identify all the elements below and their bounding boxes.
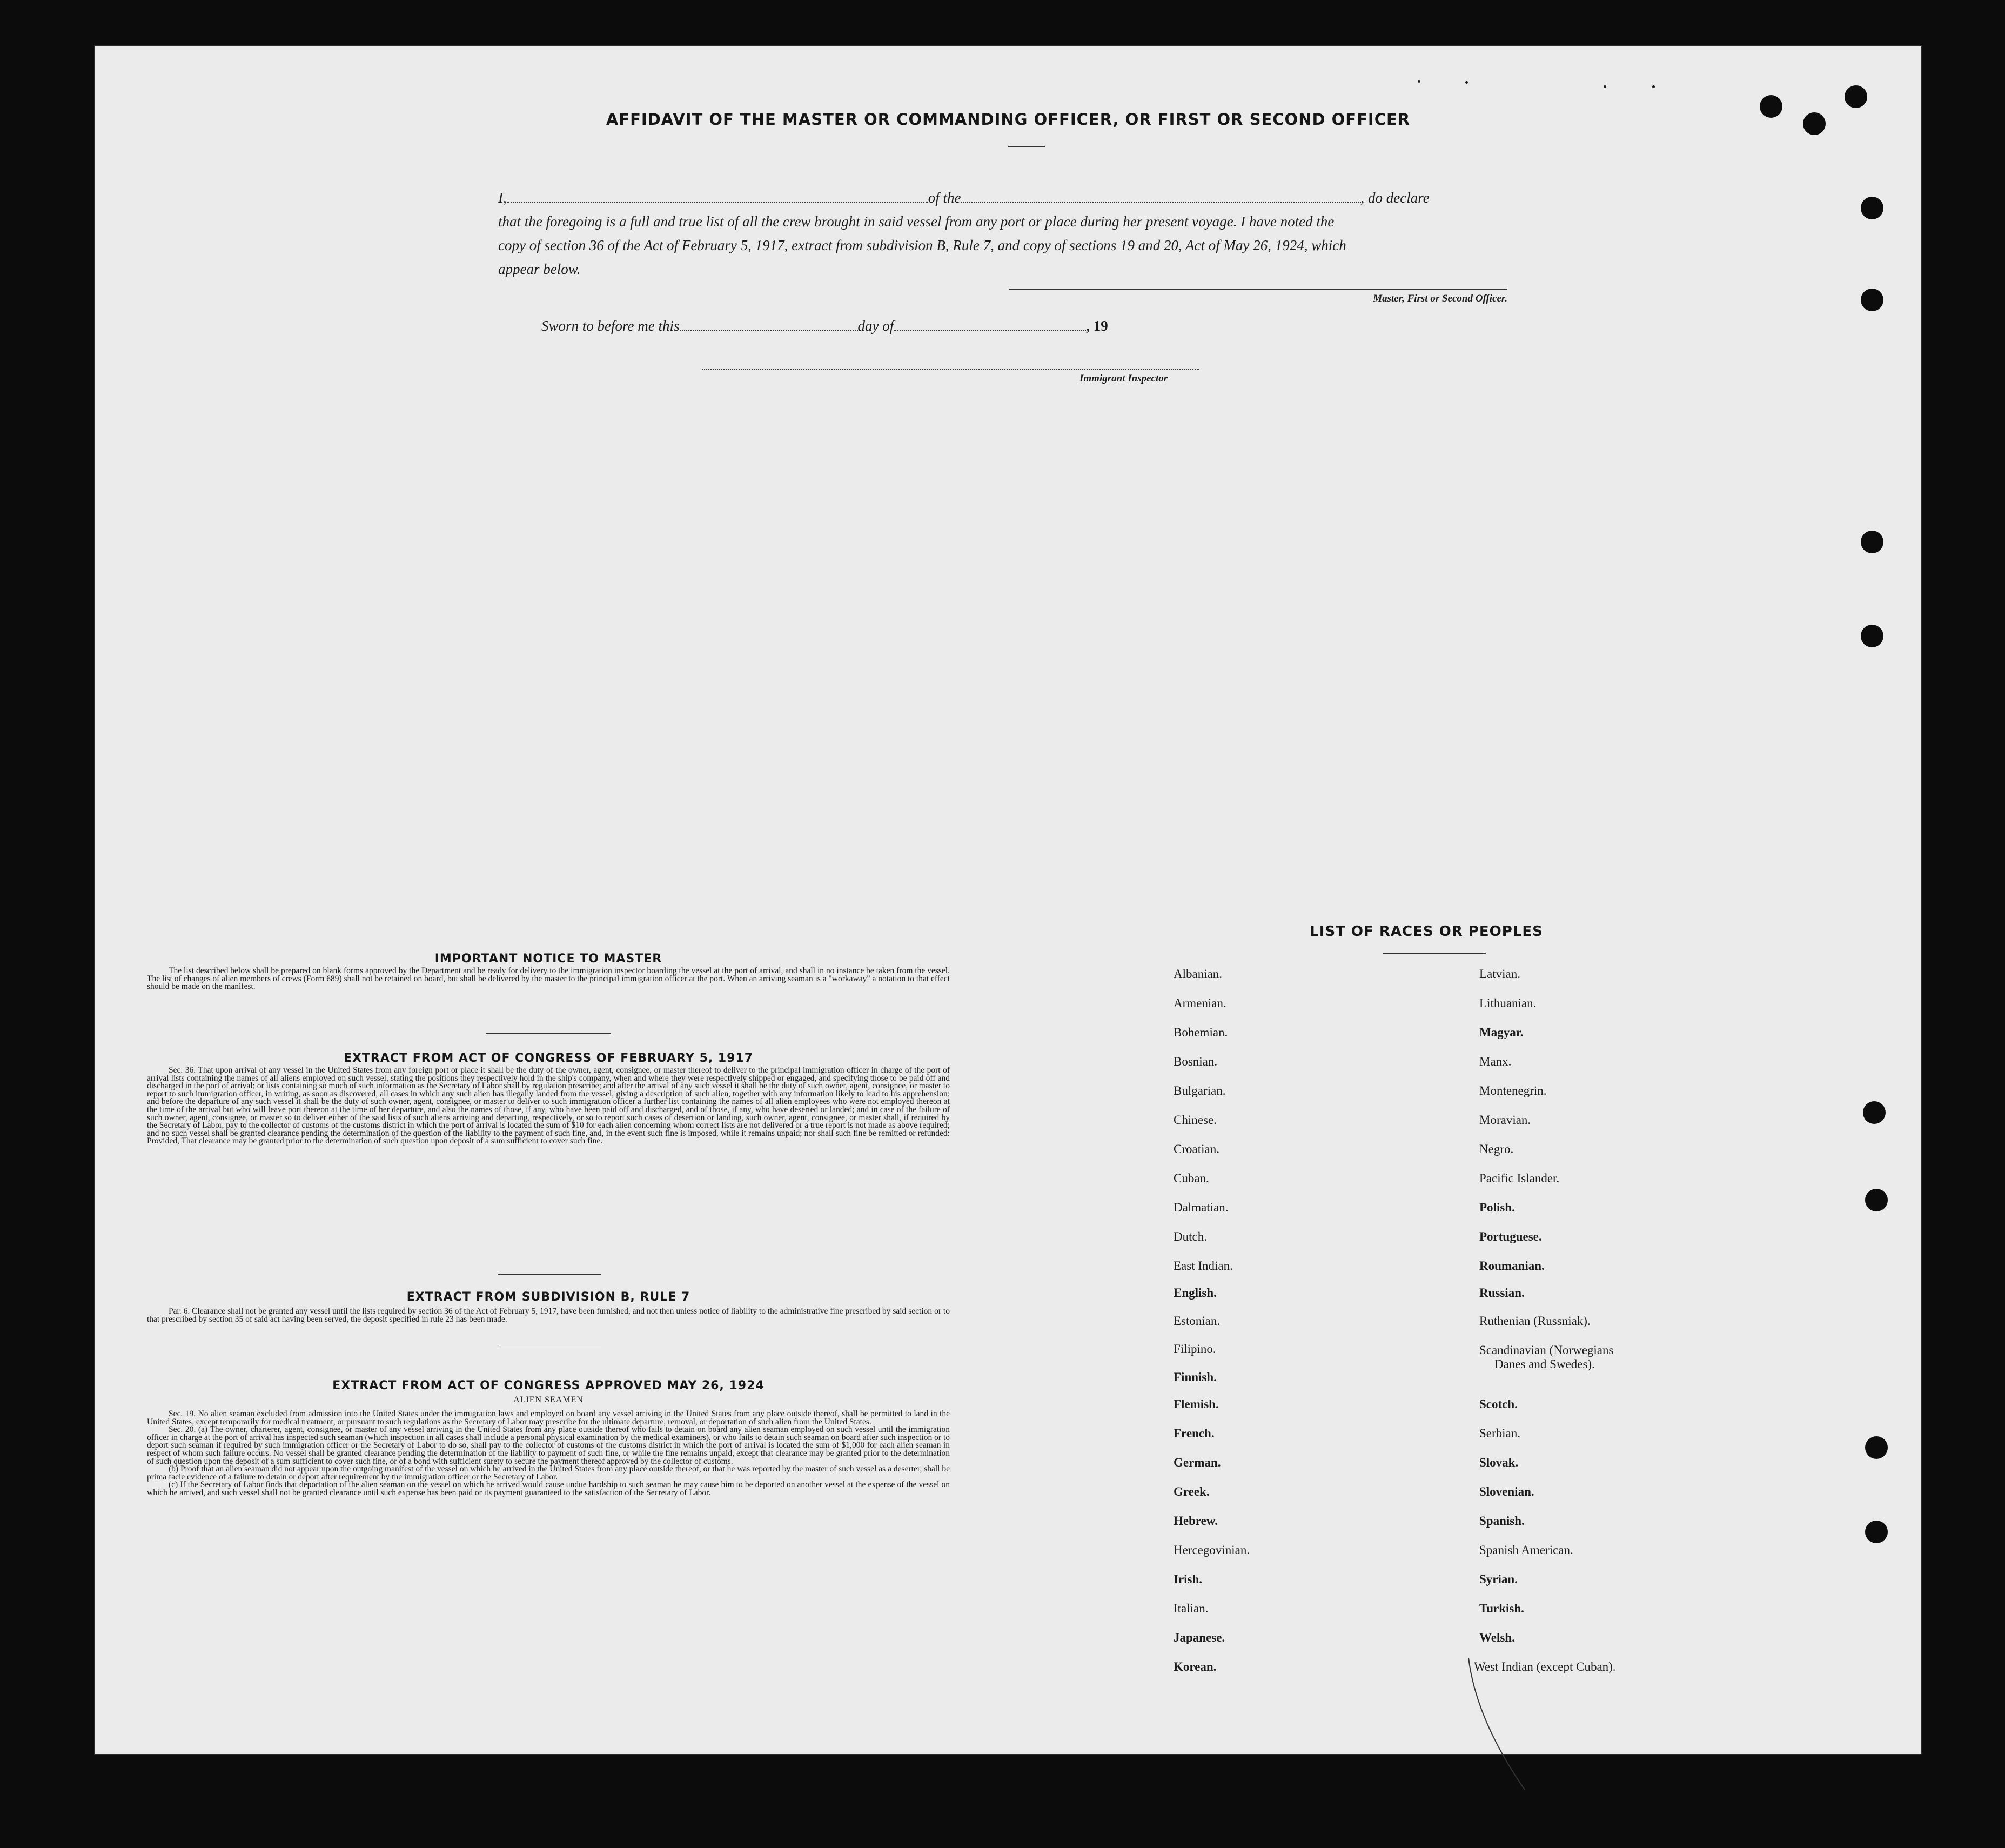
inspector-signature-line[interactable] bbox=[702, 369, 1199, 370]
race-left: Flemish. bbox=[1174, 1397, 1219, 1411]
punch-hole bbox=[1861, 289, 1883, 311]
sec-36-paragraph: Sec. 36. That upon arrival of any vessel in the United States from any foreign port or place it shall be the duty of the owner, agent, consignee, or master thereof to deliver to the principal immigration officer in charge of the port of arrival lists containing the names of all aliens employed on such vessel, stating the positions they respectively hold in the ship's company, when and where they were respectively shipped or engaged, and specifying those to be paid off and discharged in the port of arrival; or lists containing so much of such information as the Secretary of Labor shall by regulation prescribe; and after the arrival of any such vessel it shall be the duty of such owner, agent, consignee, or master to report to such immigration officer, in writing, as soon as discovered, all cases in which any such alien has illegally landed from the vessel, giving a description of such alien, together with any information likely to lead to his apprehension; and before the departure of any such vessel it shall be the duty of such owner, agent, consignee, or master to deliver to such immigration officer a further list containing the names of all alien employees who were not employed thereon at the time of the arrival but who will leave port thereon at the time of her departure, and also the names of those, if any, who have been paid off and discharged, and of those, if any, who have deserted or landed; and in case of the failure of such owner, agent, consignee, or master so to deliver either of the said lists of such aliens arriving and departing, respectively, or so to report such cases of desertion or landing, such owner, agent, consignee, or master shall, if required by the Secretary of Labor, pay to the collector of customs of the customs district in which the port of arrival is located the sum of $10 for each alien concerning whom correct lists are not delivered or a true report is not made as above required; and no such vessel shall be granted clearance pending the determination of the question of the liability to the payment of such fine, and, in the event such fine is imposed, while it remains unpaid; nor shall such fine be remitted or refunded: Provided, That clearance may be granted prior to the determination of such question upon deposit of a sum sufficient to cover such fine. bbox=[147, 1066, 950, 1146]
section-divider bbox=[498, 1274, 601, 1275]
race-left: Chinese. bbox=[1174, 1113, 1217, 1127]
race-left: French. bbox=[1174, 1427, 1215, 1440]
race-right: Slovak. bbox=[1479, 1456, 1519, 1469]
race-right: Turkish. bbox=[1479, 1602, 1524, 1615]
master-signature-label: Master, First or Second Officer. bbox=[1373, 293, 1507, 304]
race-right: Polish. bbox=[1479, 1201, 1515, 1214]
race-right: Latvian. bbox=[1479, 967, 1520, 981]
master-signature-line[interactable] bbox=[1009, 289, 1507, 290]
races-title: LIST OF RACES OR PEOPLES bbox=[1310, 923, 1543, 940]
punch-hole bbox=[1861, 531, 1883, 553]
par-6-paragraph: Par. 6. Clearance shall not be granted any vessel until the lists required by section 36 of the Act of February 5, 1917, have been furnished, and not then unless notice of liability to the administrative fine prescribed by said section or to that prescribed by section 35 of said act having been served, the deposit specified in rule 23 has been made. bbox=[147, 1307, 950, 1324]
race-right: Ruthenian (Russniak). bbox=[1479, 1314, 1591, 1328]
race-left: Bosnian. bbox=[1174, 1055, 1218, 1068]
vessel-blank[interactable] bbox=[961, 189, 1361, 203]
race-right: Pacific Islander. bbox=[1479, 1171, 1560, 1185]
punch-hole bbox=[1863, 1101, 1886, 1124]
race-right: West Indian (except Cuban). bbox=[1474, 1660, 1616, 1673]
race-right: Syrian. bbox=[1479, 1572, 1518, 1586]
extract-rule7-text bbox=[147, 1308, 950, 1323]
document-page bbox=[95, 46, 1921, 1754]
notice-title: IMPORTANT NOTICE TO MASTER bbox=[434, 952, 662, 966]
race-left: English. bbox=[1174, 1286, 1217, 1300]
sworn-year: , 19 bbox=[1086, 318, 1108, 334]
punch-hole bbox=[1865, 1521, 1888, 1543]
race-right: Serbian. bbox=[1479, 1427, 1521, 1440]
declaration-text bbox=[498, 186, 1573, 281]
race-right: Spanish. bbox=[1479, 1514, 1525, 1528]
race-left: Finnish. bbox=[1174, 1370, 1217, 1384]
race-left: Korean. bbox=[1174, 1660, 1217, 1673]
declaration-do-declare: , do declare bbox=[1360, 190, 1430, 206]
race-left: Dalmatian. bbox=[1174, 1201, 1229, 1214]
race-right: Portuguese. bbox=[1479, 1230, 1542, 1243]
sworn-day-blank[interactable] bbox=[680, 318, 858, 331]
extract-rule7-title: EXTRACT FROM SUBDIVISION B, RULE 7 bbox=[406, 1290, 690, 1304]
race-left: Cuban. bbox=[1174, 1171, 1209, 1185]
sec-19-paragraph: Sec. 19. No alien seaman excluded from admission into the United States under the immigration laws and employed on board any vessel arriving in the United States from any place outside thereof, shall be permitted to land in the United States, except temporarily for medical treatment, or pursuant to such regulations as the Secretary of Labor may prescribe for the ultimate departure, removal, or deportation of such alien from the United States. bbox=[147, 1409, 950, 1427]
race-left: Dutch. bbox=[1174, 1230, 1207, 1243]
race-right: Welsh. bbox=[1479, 1631, 1515, 1644]
pencil-mark bbox=[1465, 1655, 1530, 1795]
race-right: Danes and Swedes). bbox=[1494, 1357, 1595, 1371]
declaration-i: I, bbox=[498, 190, 507, 206]
race-right: Roumanian. bbox=[1479, 1259, 1545, 1273]
sec-20c-paragraph: (c) If the Secretary of Labor finds that deportation of the alien seaman on the vessel on which he arrived would cause undue hardship to such seaman he may cause him to be deported on another vessel at the expense of the vessel on which he arrived, and such vessel shall not be granted clearance until such expense has been paid or its payment guaranteed to the satisfaction of the Secretary of Labor. bbox=[147, 1480, 950, 1497]
race-right: Negro. bbox=[1479, 1142, 1514, 1156]
sworn-line bbox=[541, 318, 1108, 334]
declaration-of-the: of the bbox=[928, 190, 961, 206]
declaration-line-4: appear below. bbox=[498, 261, 581, 277]
race-left: Estonian. bbox=[1174, 1314, 1221, 1328]
ink-speck bbox=[1604, 85, 1606, 88]
race-left: Hebrew. bbox=[1174, 1514, 1218, 1528]
extract-1917-title: EXTRACT FROM ACT OF CONGRESS OF FEBRUARY 5, 1917 bbox=[343, 1052, 754, 1065]
race-right: Scandinavian (Norwegians bbox=[1479, 1343, 1614, 1357]
race-left: Japanese. bbox=[1174, 1631, 1225, 1644]
title-underline bbox=[1008, 146, 1045, 147]
extract-1917-text bbox=[147, 1067, 950, 1146]
race-left: Italian. bbox=[1174, 1602, 1209, 1615]
race-right: Lithuanian. bbox=[1479, 996, 1537, 1010]
race-left: Bohemian. bbox=[1174, 1026, 1228, 1039]
race-left: German. bbox=[1174, 1456, 1221, 1469]
punch-hole bbox=[1865, 1436, 1888, 1459]
race-right: Russian. bbox=[1479, 1286, 1525, 1300]
race-right: Magyar. bbox=[1479, 1026, 1524, 1039]
ink-speck bbox=[1465, 81, 1468, 84]
punch-hole bbox=[1845, 85, 1867, 108]
race-left: Albanian. bbox=[1174, 967, 1223, 981]
race-left: Croatian. bbox=[1174, 1142, 1219, 1156]
sec-20a-paragraph: Sec. 20. (a) The owner, charterer, agent, consignee, or master of any vessel arriving in the United States from any place outside thereof who fails to detain on board any alien seaman employed on such vessel until the immigration officer in charge at the port of arrival has inspected such seaman (which inspection in all cases shall include a personal physical examination by the medical examiners), or who fails to detain such seaman on board after such inspection or to deport such seaman if required by such immigration officer or the Secretary of Labor to do so, shall pay to the collector of customs of the customs district in which the port of arrival is located the sum of $1,000 for each alien seaman in respect of whom such failure occurs. No vessel shall be granted clearance pending the determination of the liability to payment of such fine, or while the fine remains unpaid, except that clearance may be granted prior to the determination of such question upon the deposit of a sum sufficient to cover such fine, or of a bond with sufficient surety to secure the payment thereof approved by the collector of customs. bbox=[147, 1425, 950, 1466]
notice-text bbox=[147, 967, 950, 991]
ink-speck bbox=[1652, 85, 1655, 88]
race-right: Spanish American. bbox=[1479, 1543, 1573, 1557]
race-left: Hercegovinian. bbox=[1174, 1543, 1250, 1557]
race-left: Armenian. bbox=[1174, 996, 1226, 1010]
race-left: Bulgarian. bbox=[1174, 1084, 1226, 1097]
race-left: Greek. bbox=[1174, 1485, 1210, 1498]
alien-seamen-subtitle: ALIEN SEAMEN bbox=[513, 1395, 584, 1404]
sworn-day-of: day of bbox=[857, 318, 894, 334]
race-left: Filipino. bbox=[1174, 1342, 1216, 1356]
name-blank[interactable] bbox=[507, 189, 928, 203]
race-right: Montenegrin. bbox=[1479, 1084, 1547, 1097]
race-left: East Indian. bbox=[1174, 1259, 1233, 1273]
declaration-line-1 bbox=[498, 186, 1573, 210]
extract-1924-title: EXTRACT FROM ACT OF CONGRESS APPROVED MAY 26, 1924 bbox=[332, 1379, 765, 1392]
punch-hole bbox=[1865, 1189, 1888, 1211]
race-right: Slovenian. bbox=[1479, 1485, 1534, 1498]
sworn-prefix: Sworn to before me this bbox=[541, 318, 680, 334]
extract-1924-text bbox=[147, 1410, 950, 1497]
section-divider bbox=[486, 1033, 611, 1034]
notice-paragraph: The list described below shall be prepared on blank forms approved by the Department and be ready for delivery to the immigration inspector boarding the vessel at the port of arrival, and shall in no instance be taken from the vessel. The list of changes of alien members of crews (Form 689) shall not be retained on board, but shall be delivered by the master to the principal immigration officer at the port. When an arriving seaman is a "workaway" a notation to that effect should be made on the manifest. bbox=[147, 966, 950, 992]
race-right: Scotch. bbox=[1479, 1397, 1518, 1411]
declaration-line-3: copy of section 36 of the Act of February 5, 1917, extract from subdivision B, Rule 7, and copy of sections 19 and 20, Act of May 26, 1924, which bbox=[498, 237, 1346, 253]
race-right: Manx. bbox=[1479, 1055, 1512, 1068]
punch-hole bbox=[1861, 197, 1883, 219]
sworn-month-blank[interactable] bbox=[894, 318, 1086, 331]
ink-speck bbox=[1418, 80, 1420, 83]
affidavit-title: AFFIDAVIT OF THE MASTER OR COMMANDING OFFICER, OR FIRST OR SECOND OFFICER bbox=[606, 110, 1411, 129]
races-title-underline bbox=[1383, 953, 1486, 954]
sec-20b-paragraph: (b) Proof that an alien seaman did not appear upon the outgoing manifest of the vessel on which he arrived in the United States from any place outside thereof, or that he was reported by the master of such vessel as a deserter, shall be prima facie evidence of a failure to detain or deport after requirement by the immigration officer or the Secretary of Labor. bbox=[147, 1464, 950, 1482]
race-left: Irish. bbox=[1174, 1572, 1203, 1586]
inspector-label: Immigrant Inspector bbox=[1079, 373, 1168, 384]
race-right: Moravian. bbox=[1479, 1113, 1531, 1127]
punch-hole bbox=[1861, 625, 1883, 647]
declaration-line-2: that the foregoing is a full and true list of all the crew brought in said vessel from any port or place during her present voyage. I have noted the bbox=[498, 213, 1335, 230]
